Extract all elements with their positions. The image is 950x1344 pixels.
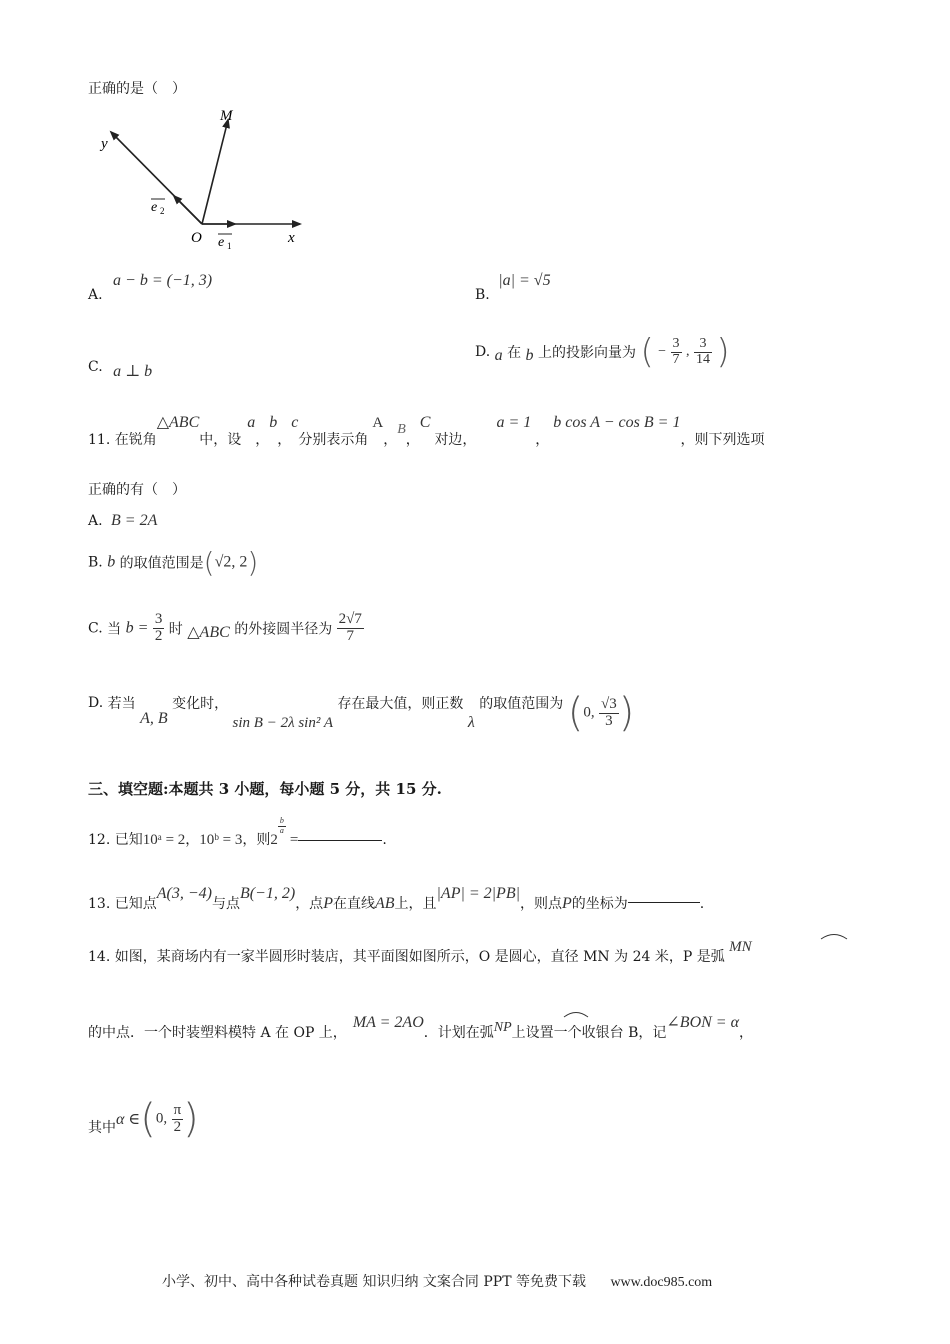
q11-option-c: C. 当 b = $\frac{3}{2}$ 时 △ABC 的外接圆半径为 $\frac{2√7}{7}$ bbox=[88, 611, 362, 644]
q10-option-b: B. |a| = √5 bbox=[475, 272, 551, 303]
label-e1: e bbox=[218, 235, 225, 250]
q12: 12. 已知10ᵃ = 2，10ᵇ = 3，则2 $\frac{b}{a}$ = . bbox=[88, 816, 387, 848]
q10-stem-tail: 正确的是（ ） bbox=[88, 81, 186, 97]
q14-line2: 的中点．一个时装塑料模特 A 在 OP 上，MA = 2AO．计划在弧NP上设置一个收银台 B，记∠BON = α， bbox=[88, 1014, 753, 1041]
q12-answer-blank[interactable] bbox=[298, 818, 382, 841]
footer-text: 小学、初中、高中各种试卷真题 知识归纳 文案合同 PPT 等免费下载 bbox=[162, 1274, 586, 1290]
q10-option-d: D. a 在 b 上的投影向量为 ( − $\frac{3}{7}$ , $\frac{3}{14}$ ) bbox=[475, 332, 730, 372]
q11-option-b: B. b 的取值范围是(√2, 2) bbox=[88, 546, 259, 579]
q13-answer-blank[interactable] bbox=[628, 876, 700, 903]
q14-line3: 其中α ∈(0, $\frac{\pi}{2}$ ) bbox=[88, 1096, 199, 1142]
q10-option-a: A. a − b = (−1, 3) bbox=[88, 272, 213, 303]
label-y: y bbox=[101, 136, 108, 152]
vector-figure bbox=[95, 100, 315, 255]
section-3-heading: 三、填空题:本题共 3 小题，每小题 5 分，共 15 分. bbox=[88, 780, 442, 798]
label-m: M bbox=[220, 108, 233, 124]
footer-url[interactable]: www.doc985.com bbox=[610, 1275, 713, 1290]
label-x: x bbox=[288, 230, 295, 246]
q10-option-c: C. a ⊥ b bbox=[88, 359, 153, 380]
arc-np-mark bbox=[562, 1008, 590, 1018]
q11-stem: 11. 在锐角△ABC中，设a，b，c分别表示角A，B，C对边，a = 1，b cos A − cos B = 1，则下列选项 bbox=[88, 414, 765, 448]
label-o: O bbox=[191, 230, 202, 246]
q11-stem-line2: 正确的有（ ） bbox=[88, 482, 186, 498]
q11-option-d: D. 若当 A, B 变化时， sin B − 2λ sin² A 存在最大值，则正数 λ 的取值范围为 (0, $\frac{√3}{3}$ ) bbox=[88, 690, 635, 736]
label-e2: e bbox=[151, 200, 158, 215]
label-e2-sub: 2 bbox=[160, 206, 165, 216]
label-e1-sub: 1 bbox=[227, 241, 232, 251]
q13: 13. 已知点A(3, −4)与点B(−1, 2)，点P在直线AB上，且|AP| = 2|PB|，则点P的坐标为 . bbox=[88, 876, 704, 906]
q14-line1: 14. 如图，某商场内有一家半圆形时装店，其平面图如图所示，O 是圆心，直径 MN 为 24 米，P 是弧 MN bbox=[88, 939, 752, 965]
om-vector bbox=[202, 120, 228, 224]
footer bbox=[162, 1271, 712, 1291]
q11-option-a: A. B = 2A bbox=[88, 512, 158, 529]
e2-vector bbox=[174, 196, 202, 224]
arc-mn-mark bbox=[819, 930, 849, 940]
